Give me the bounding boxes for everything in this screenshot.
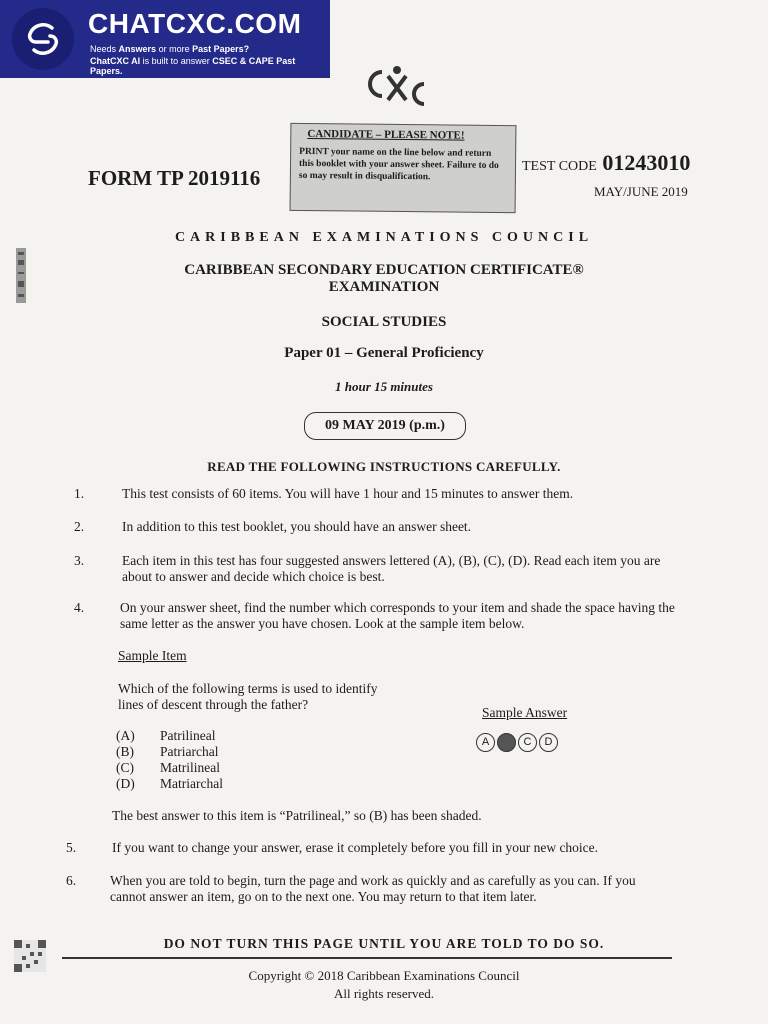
instructions-heading: READ THE FOLLOWING INSTRUCTIONS CAREFULLY.: [207, 459, 561, 474]
rights-reserved: All rights reserved.: [333, 986, 434, 1001]
paper-title: Paper 01 – General Proficiency: [284, 345, 484, 361]
exam-date: 09 MAY 2019 (p.m.): [304, 412, 466, 440]
exam-session: MAY/JUNE 2019: [594, 184, 688, 199]
answer-bubble-a: A: [476, 733, 495, 752]
candidate-notice-box: [290, 123, 517, 213]
certificate-title: CARIBBEAN SECONDARY EDUCATION CERTIFICATE® EXAMINATION: [184, 262, 584, 295]
answer-bubble-d: D: [539, 733, 558, 752]
subject-title: SOCIAL STUDIES: [321, 314, 447, 330]
test-code-value: 01243010: [602, 150, 691, 175]
banner-brand: CHATCXC.COM: [88, 8, 302, 39]
answer-bubble-c: C: [518, 733, 537, 752]
council-title: CARIBBEAN EXAMINATIONS COUNCIL: [174, 230, 594, 245]
notice-title: CANDIDATE – PLEASE NOTE!: [307, 127, 465, 142]
cxc-logo: [360, 62, 430, 112]
sample-answer-bubbles: [476, 733, 576, 755]
banner-tagline-1: Needs Answers or more Past Papers?: [90, 44, 250, 54]
do-not-turn-warning: DO NOT TURN THIS PAGE UNTIL YOU ARE TOLD TO DO SO.: [163, 936, 605, 951]
sample-question: Which of the following terms is used to identify lines of descent through the father?: [118, 681, 378, 712]
chatcxc-logo-icon: [12, 8, 74, 70]
sample-answer-label: Sample Answer: [482, 705, 568, 720]
banner-tagline-2: ChatCXC AI is built to answer CSEC & CAPE Past Papers.: [90, 56, 296, 76]
test-code-label: TEST CODE: [522, 159, 597, 174]
notice-body: PRINT your name on the line below and return this booklet with your answer sheet. Failure to do so may result in disqualification.: [298, 146, 499, 183]
sample-option: (C) Matrilineal: [116, 760, 220, 775]
form-number: FORM TP 2019116: [88, 166, 261, 190]
exam-duration: 1 hour 15 minutes: [335, 379, 433, 394]
sample-item-label: Sample Item: [118, 648, 187, 663]
copyright-notice: Copyright © 2018 Caribbean Examinations Council: [248, 968, 520, 983]
footer-divider: [62, 957, 672, 959]
answer-bubble-b-shaded: B: [497, 733, 516, 752]
chatcxc-banner[interactable]: [0, 0, 330, 78]
best-answer-note: The best answer to this item is “Patrilineal,” so (B) has been shaded.: [112, 808, 482, 823]
sample-option: (D) Matriarchal: [116, 776, 223, 791]
test-code: [522, 150, 690, 176]
sample-option: (A) Patrilineal: [116, 728, 216, 743]
sample-option: (B) Patriarchal: [116, 744, 219, 759]
